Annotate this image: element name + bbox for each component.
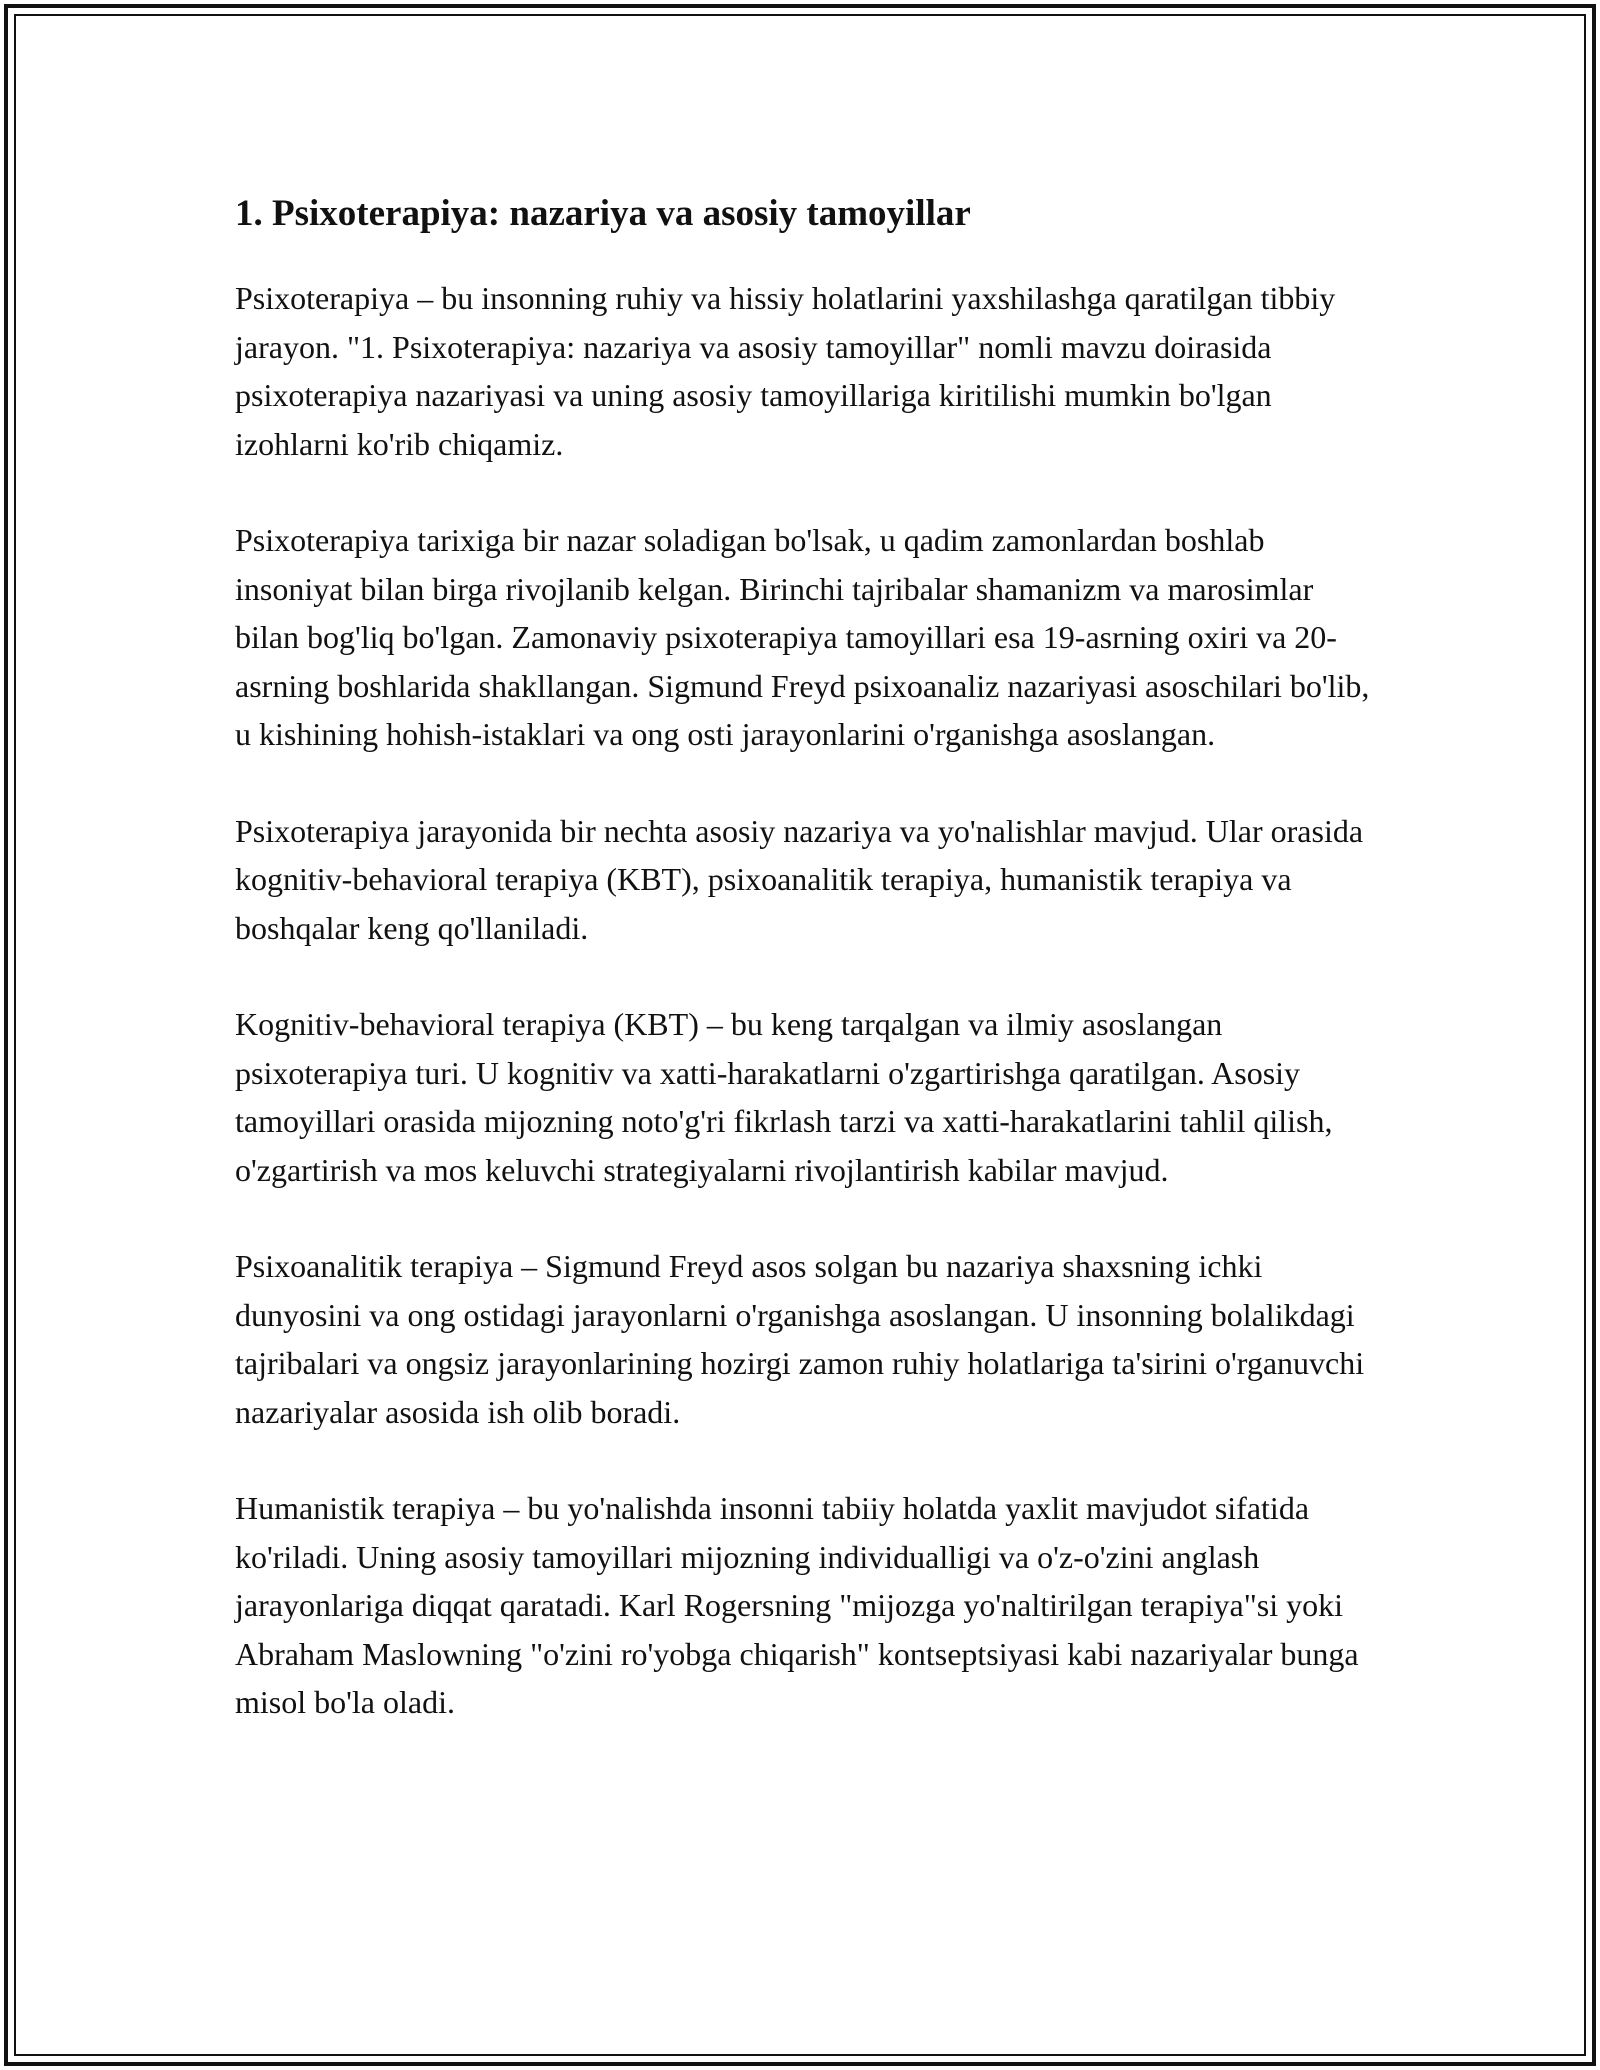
- document-title: 1. Psixoterapiya: nazariya va asosiy tamoyillar: [235, 193, 971, 234]
- paragraph-psychoanalytic: Psixoanalitik terapiya – Sigmund Freyd asos solgan bu nazariya shaxsning ichki dunyosini va ong ostidagi jarayonlarni o'rganishga asoslangan. U insonning bolalikdagi tajribalari va ongsiz jarayonlarining hozirgi zamon ruhiy holatlariga ta'sirini o'rganuvchi nazariyalar asosida ish olib boradi.: [235, 1248, 1365, 1430]
- paragraph-kbt: Kognitiv-behavioral terapiya (KBT) – bu keng tarqalgan va ilmiy asoslangan psixoterapiya turi. U kognitiv va xatti-harakatlarni o'zgartirishga qaratilgan. Asosiy tamoyillari orasida mijozning noto'g'ri fikrlash tarzi va xatti-harakatlarini tahlil qilish, o'zgartirish va mos keluvchi strategiyalarni rivojlantirish kabilar mavjud.: [235, 1006, 1333, 1188]
- paragraph-intro: Psixoterapiya – bu insonning ruhiy va hissiy holatlarini yaxshilashga qaratilgan tibbiy jarayon. "1. Psixoterapiya: nazariya va asosiy tamoyillar" nomli mavzu doirasida psixoterapiya nazariyasi va uning asosiy tamoyillariga kiritilishi mumkin bo'lgan izohlarni ko'rib chiqamiz.: [235, 280, 1336, 462]
- paragraph-history: Psixoterapiya tarixiga bir nazar soladigan bo'lsak, u qadim zamonlardan boshlab insoniyat bilan birga rivojlanib kelgan. Birinchi tajribalar shamanizm va marosimlar bilan bog'liq bo'lgan. Zamonaviy psixoterapiya tamoyillari esa 19-asrning oxiri va 20-asrning boshlarida shakllangan. Sigmund Freyd psixoanaliz nazariyasi asoschilari bo'lib, u kishining hohish-istaklari va ong osti jarayonlarini o'rganishga asoslangan.: [235, 522, 1370, 752]
- paragraph-approaches: Psixoterapiya jarayonida bir nechta asosiy nazariya va yo'nalishlar mavjud. Ular orasida kognitiv-behavioral terapiya (KBT), psixoanalitik terapiya, humanistik terapiya va boshqalar keng qo'llaniladi.: [235, 812, 1364, 946]
- paragraph-humanistic: Humanistik terapiya – bu yo'nalishda insonni tabiiy holatda yaxlit mavjudot sifatida ko'riladi. Uning asosiy tamoyillari mijozning individualligi va o'z-o'zini anglash jarayonlariga diqqat qaratadi. Karl Rogersning "mijozga yo'naltirilgan terapiya"si yoki Abraham Maslowning "o'zini ro'yobga chiqarish" kontseptsiyasi kabi nazariyalar bunga misol bo'la oladi.: [235, 1490, 1359, 1720]
- document-body: [235, 188, 1380, 1775]
